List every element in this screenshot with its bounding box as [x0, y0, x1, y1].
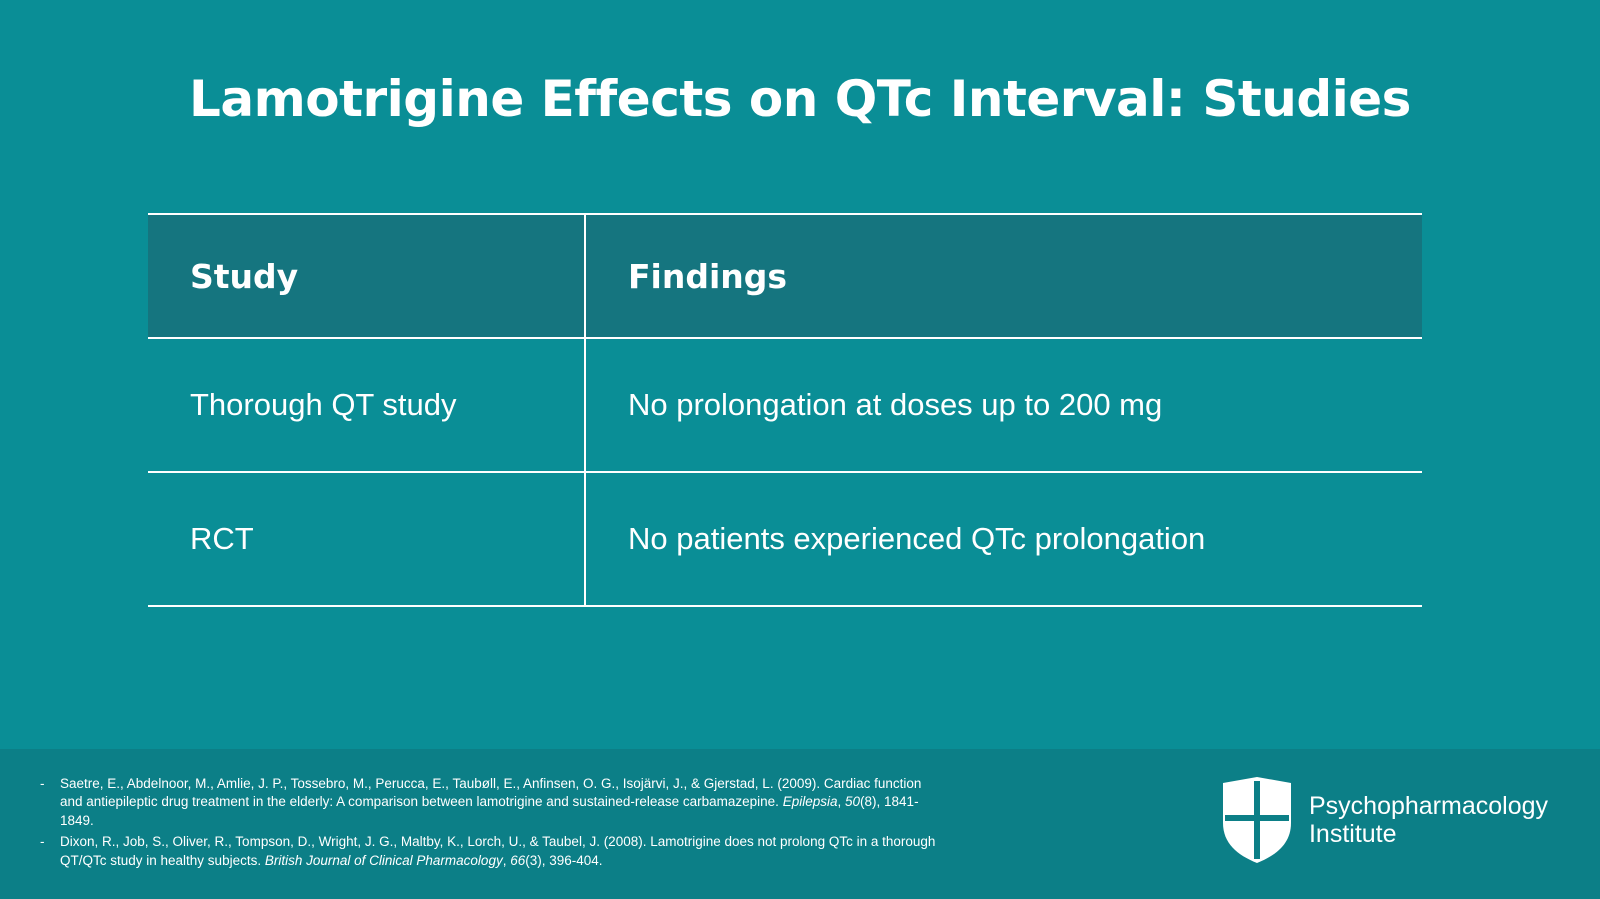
reference-text [60, 775, 940, 830]
brand-name [1309, 792, 1548, 848]
references-list [40, 775, 940, 873]
table-row [148, 472, 1422, 606]
brand-name-line1: Psychopharmacology [1308, 792, 1548, 820]
page-title: Lamotrigine Effects on QTc Interval: Studies [189, 70, 1411, 128]
reference-bullet: - [40, 776, 45, 791]
reference-text-part2: , [837, 794, 845, 810]
reference-text-part1: Saetre, E., Abdelnoor, M., Amlie, J. P., Tossebro, M., Perucca, E., Taubøll, E., Anfinsen, O. G., Isojärvi, J., & Gjerstad, L. (2009). Cardiac function and antiepileptic drug treatment in the elderly: A comparison between lamotrigine and sustained-release carbamazepine. [60, 776, 922, 810]
brand-logo [1219, 777, 1548, 863]
reference-text-part3: (8), 1841-1849. [60, 794, 919, 828]
reference-text-part3: (3), 396-404. [525, 852, 603, 868]
reference-journal: British Journal of Clinical Pharmacology [264, 852, 503, 868]
column-header-findings: Findings [585, 214, 1422, 338]
reference-text-part2: , [502, 852, 511, 868]
reference-text [60, 833, 940, 870]
shield-logo-icon [1219, 777, 1295, 863]
cell-findings: No patients experienced QTc prolongation [585, 472, 1422, 606]
cell-findings: No prolongation at doses up to 200 mg [585, 338, 1422, 472]
reference-volume: 50 [845, 794, 861, 810]
reference-text-part1: Dixon, R., Job, S., Oliver, R., Tompson, D., Wright, J. G., Maltby, K., Lorch, U., & Taubel, J. (2008). Lamotrigine does not prolong QTc in a thorough QT/QTc study in healthy subjects. [60, 834, 936, 868]
cell-study: RCT [148, 472, 585, 606]
table-header-row [148, 214, 1422, 338]
table-row [148, 338, 1422, 472]
cell-study: Thorough QT study [148, 338, 585, 472]
list-item [40, 775, 940, 830]
studies-table [148, 213, 1422, 607]
reference-journal: Epilepsia [782, 794, 838, 810]
slide-footer [0, 749, 1600, 899]
column-header-study: Study [148, 214, 585, 338]
reference-bullet: - [40, 834, 45, 850]
brand-name-line2: Institute [1308, 820, 1397, 848]
reference-volume: 66 [510, 852, 526, 868]
list-item [40, 833, 940, 870]
studies-table-container [148, 213, 1422, 607]
